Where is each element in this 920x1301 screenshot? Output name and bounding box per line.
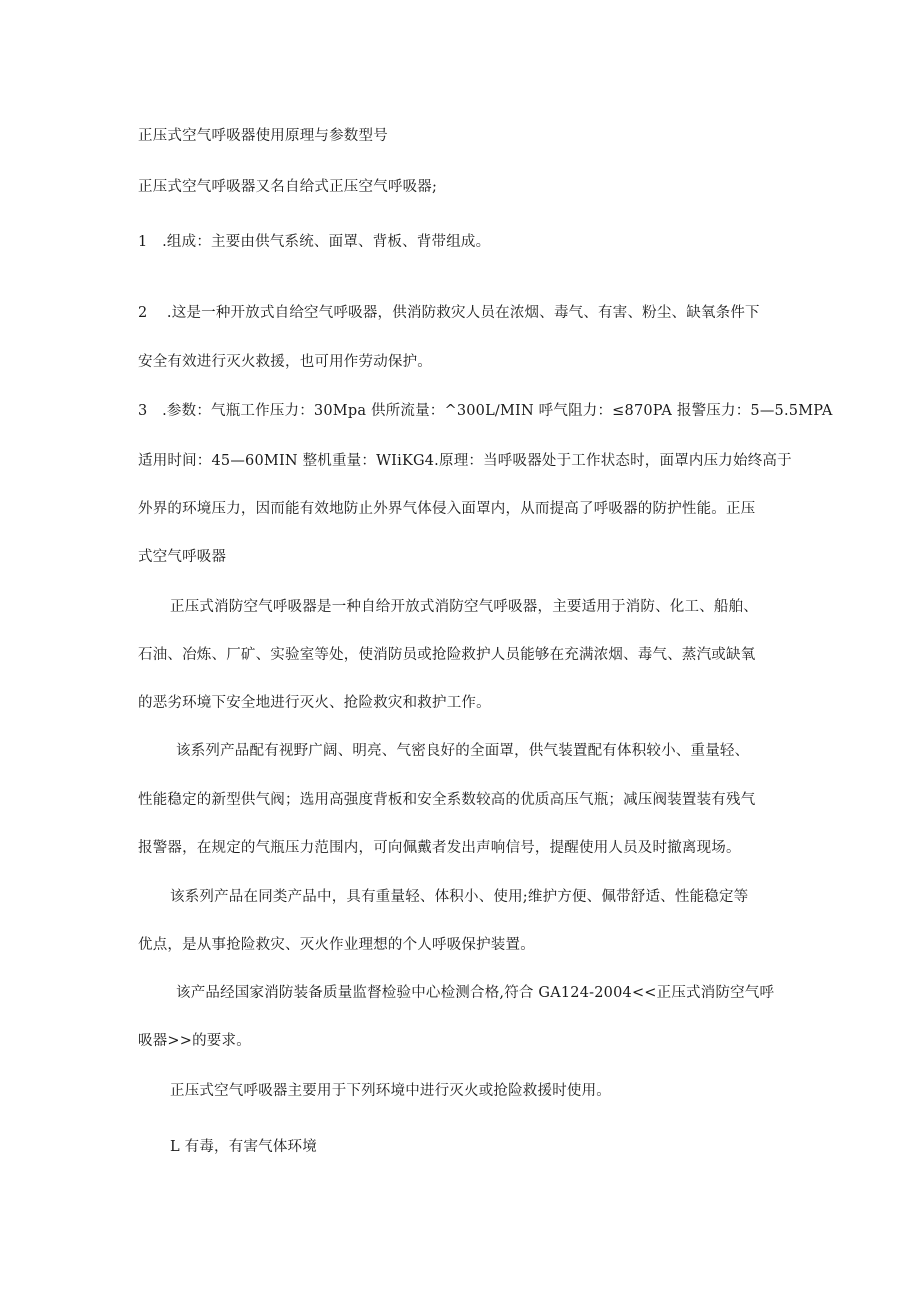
paragraph-line: 正压式空气呼吸器主要用于下列环境中进行灭火或抢险救援时使用。 [170, 1083, 611, 1099]
intro-line: 正压式空气呼吸器又名自给式正压空气呼吸器; [138, 179, 438, 195]
paragraph-line: 该系列产品配有视野广阔、明亮、气密良好的全面罩，供气装置配有体积较小、重量轻、 [176, 743, 750, 759]
document-title: 正压式空气呼吸器使用原理与参数型号 [138, 128, 388, 144]
paragraph-line: 的恶劣环境下安全地进行灭火、抢险救灾和救护工作。 [138, 695, 491, 711]
paragraph-line: 正压式消防空气呼吸器是一种自给开放式消防空气呼吸器，主要适用于消防、化工、船舶、 [170, 599, 758, 615]
paragraph-line: 优点，是从事抢险救灾、灭火作业理想的个人呼吸保护装置。 [138, 937, 535, 953]
paragraph-line: 吸器>>的要求。 [138, 1033, 251, 1049]
item-1-line: 1 .组成：主要由供气系统、面罩、背板、背带组成。 [138, 234, 491, 250]
list-item-line: L 有毒，有害气体环境 [170, 1139, 317, 1155]
paragraph-line: 该系列产品在同类产品中，具有重量轻、体积小、使用;维护方便、佩带舒适、性能稳定等 [170, 889, 749, 905]
item-3-line-cont: 式空气呼吸器 [138, 549, 227, 565]
item-2-line: 2 .这是一种开放式自给空气呼吸器，供消防救灾人员在浓烟、毒气、有害、粉尘、缺氧条件下 [138, 305, 760, 321]
item-2-line-cont: 安全有效进行灭火救援，也可用作劳动保护。 [138, 354, 432, 370]
item-3-line-cont: 外界的环境压力，因而能有效地防止外界气体侵入面罩内，从而提高了呼吸器的防护性能。正压 [138, 501, 756, 517]
paragraph-line: 石油、冶炼、厂矿、实验室等处，使消防员或抢险救护人员能够在充满浓烟、毒气、蒸汽或缺氧 [138, 647, 756, 663]
paragraph-line: 该产品经国家消防装备质量监督检验中心检测合格,符合 GA124-2004<<正压式消防空气呼 [176, 985, 775, 1001]
paragraph-line: 报警器，在规定的气瓶压力范围内，可向佩戴者发出声响信号，提醒使用人员及时撤离现场。 [138, 840, 741, 856]
item-3-line-cont: 适用时间：45—60MIN 整机重量：WIiKG4.原理：当呼吸器处于工作状态时，面罩内压力始终高于 [138, 453, 792, 469]
paragraph-line: 性能稳定的新型供气阀；选用高强度背板和安全系数较高的优质高压气瓶；减压阀装置装有残气 [138, 792, 756, 808]
item-3-line: 3 .参数：气瓶工作压力：30Mpa 供所流量：^300L∕MIN 呼气阻力：≤870PA 报警压力：5—5.5MPA [138, 403, 833, 419]
